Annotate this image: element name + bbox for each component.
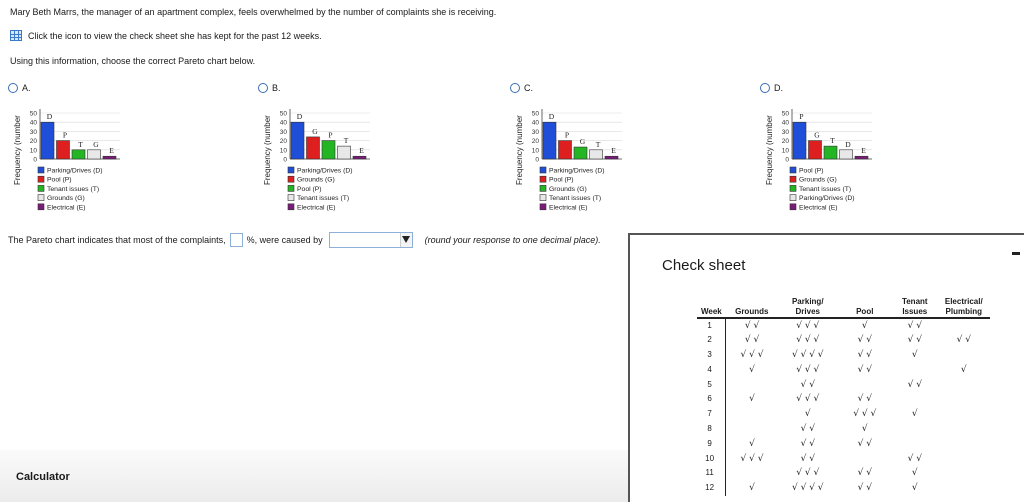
legend-entry: Electrical (E) [799, 204, 838, 212]
y-tick-label: 10 [279, 147, 287, 155]
minimize-icon[interactable] [1012, 252, 1020, 255]
calculator-button[interactable]: Calculator [16, 471, 70, 483]
cell-pool [838, 451, 892, 466]
legend-entry: Pool (P) [297, 185, 322, 193]
option-header[interactable] [258, 83, 281, 93]
header-electrical-l1: Electrical/ [944, 297, 983, 306]
legend-entry: Parking/Drives (D) [549, 167, 605, 175]
cell-electrical [938, 318, 990, 333]
legend-swatch [38, 195, 44, 201]
legend-swatch [790, 167, 796, 173]
y-tick-label: 20 [531, 138, 539, 146]
cell-grounds: √ [749, 483, 755, 494]
cell-pool: √ √ [857, 335, 872, 346]
legend-swatch [790, 195, 796, 201]
cell-pool: √ [861, 423, 868, 434]
header-tenant: Issues [892, 307, 938, 318]
legend-entry: Grounds (G) [549, 185, 587, 193]
cell-tenant: √ √ [907, 335, 922, 346]
check-sheet-popup [628, 233, 1024, 502]
y-tick-label: 30 [531, 128, 539, 136]
legend-swatch [288, 176, 294, 182]
legend-swatch [38, 204, 44, 210]
y-tick-label: 40 [781, 119, 789, 127]
bar-letter: D [845, 139, 851, 149]
cell-electrical [938, 348, 990, 363]
bar-letter: G [814, 130, 820, 140]
check-sheet-link-row[interactable] [10, 30, 322, 41]
bar-letter: G [579, 137, 586, 147]
header-parking: Drives [778, 307, 838, 318]
cell-tenant: √ [911, 468, 918, 479]
table-row [697, 377, 990, 392]
cell-week: 10 [697, 451, 726, 466]
y-tick-label: 50 [531, 110, 539, 118]
cell-electrical [938, 392, 990, 407]
header-week-l1 [697, 297, 726, 307]
bar [322, 141, 335, 159]
y-tick-label: 20 [781, 138, 789, 146]
y-tick-label: 40 [279, 119, 287, 127]
radio-button[interactable] [8, 83, 18, 93]
cell-pool: √ √ [857, 468, 872, 479]
header-electrical: Plumbing [938, 307, 990, 318]
y-tick-label: 50 [781, 110, 789, 118]
bar-letter: E [359, 146, 364, 156]
cell-parking: √ √ √ [796, 335, 820, 346]
cell-pool [838, 377, 892, 392]
legend-entry: Pool (P) [47, 176, 72, 184]
header-pool: Pool [838, 307, 892, 318]
option-label: B. [272, 83, 281, 93]
cell-tenant: √ √ [907, 320, 922, 331]
bar-letter: T [78, 139, 83, 149]
legend-entry: Grounds (G) [297, 176, 335, 184]
bar-letter: T [830, 136, 835, 146]
y-tick-label: 40 [29, 119, 37, 127]
cell-grounds [726, 422, 778, 437]
option-header[interactable] [8, 83, 31, 93]
cell-grounds: √ √ [744, 320, 760, 331]
y-tick-label: 10 [781, 147, 789, 155]
bar [57, 141, 70, 159]
cell-parking: √ √ √ √ [792, 349, 824, 360]
check-sheet-table [697, 297, 990, 496]
cell-pool: √ √ √ [853, 409, 877, 420]
legend-entry: Parking/Drives (D) [47, 167, 103, 175]
legend-swatch [540, 176, 546, 182]
cell-parking: √ √ √ √ [792, 483, 824, 494]
cell-pool: √ √ [857, 394, 872, 405]
table-row [697, 348, 990, 363]
legend-entry: Grounds (G) [799, 176, 837, 184]
cell-electrical [938, 481, 990, 496]
cell-grounds: √ [749, 394, 755, 405]
bar [559, 141, 572, 159]
cell-tenant [892, 436, 938, 451]
bar-letter: E [109, 146, 114, 156]
cell-tenant [892, 362, 938, 377]
cell-electrical: √ [960, 364, 967, 375]
bar [855, 156, 868, 159]
table-row [697, 481, 990, 496]
bar [353, 156, 366, 159]
dropdown-button[interactable] [400, 233, 412, 247]
legend-swatch [540, 195, 546, 201]
header-grounds: Grounds [726, 307, 778, 318]
bar [72, 150, 85, 159]
option-b[interactable] [258, 83, 498, 218]
answer-sentence [8, 232, 601, 248]
y-tick-label: 0 [283, 156, 287, 164]
cell-week: 5 [697, 377, 726, 392]
header-parking-l1: Parking/ [791, 297, 824, 306]
header-pool-l1 [838, 297, 892, 307]
y-tick-label: 20 [29, 138, 37, 146]
cell-parking: √ √ √ [796, 394, 820, 405]
cell-parking: √ √ √ [796, 320, 820, 331]
legend-swatch [790, 204, 796, 210]
y-axis-label: Frequency (number [13, 115, 22, 185]
bar-letter: D [46, 112, 53, 122]
bar [840, 150, 853, 159]
cell-grounds [726, 407, 778, 422]
option-a[interactable] [8, 83, 248, 218]
option-label: C. [524, 83, 533, 93]
bar [41, 122, 54, 159]
cell-pool: √ √ [857, 483, 872, 494]
option-c[interactable] [510, 83, 750, 218]
cell-grounds: √ √ √ [740, 453, 764, 464]
radio-button[interactable] [760, 83, 770, 93]
cell-pool: √ √ [857, 349, 872, 360]
cell-tenant: √ √ [907, 453, 922, 464]
cell-week: 3 [697, 348, 726, 363]
y-tick-label: 50 [279, 110, 287, 118]
cell-parking: √ √ [800, 423, 815, 434]
cell-tenant: √ [911, 409, 918, 420]
bar [291, 122, 304, 159]
cell-electrical [938, 407, 990, 422]
legend-swatch [540, 167, 546, 173]
legend-entry: Tenant issues (T) [799, 185, 852, 193]
table-row [697, 422, 990, 437]
header-tenant-l1: Tenant [901, 297, 928, 306]
table-row [697, 362, 990, 377]
header-week: Week [697, 307, 726, 318]
pareto-chart [762, 101, 877, 219]
cell-week: 7 [697, 407, 726, 422]
legend-entry: Electrical (E) [297, 204, 336, 212]
cell-pool: √ [861, 320, 868, 331]
cell-tenant [892, 392, 938, 407]
cell-parking: √ √ [800, 438, 815, 449]
table-row [697, 333, 990, 348]
legend-swatch [288, 167, 294, 173]
y-axis-label: Frequency (number [765, 115, 774, 185]
pareto-chart [10, 101, 125, 219]
legend-entry: Parking/Drives (D) [297, 167, 353, 175]
bar [574, 147, 587, 159]
legend-entry: Parking/Drives (D) [799, 195, 855, 203]
bar-letter: E [611, 146, 616, 156]
legend-swatch [288, 204, 294, 210]
legend-entry: Pool (P) [549, 176, 574, 184]
option-label: A. [22, 83, 31, 93]
y-tick-label: 10 [531, 147, 539, 155]
bar-letter: G [93, 139, 99, 149]
cell-electrical [938, 377, 990, 392]
legend-swatch [288, 185, 294, 191]
table-row [697, 392, 990, 407]
bar-letter: P [564, 130, 570, 140]
legend-swatch [790, 185, 796, 191]
bar [103, 156, 116, 159]
option-header[interactable] [760, 83, 783, 93]
table-row [697, 407, 990, 422]
bar-letter: T [595, 139, 601, 149]
bar [590, 150, 603, 159]
pareto-chart [512, 101, 627, 219]
header-grounds-l1 [726, 297, 778, 307]
cell-week: 11 [697, 466, 726, 481]
y-tick-label: 0 [33, 156, 37, 164]
bar-letter: D [548, 112, 555, 122]
instruction-text: Using this information, choose the correct Pareto chart below. [10, 56, 256, 66]
table-row [697, 451, 990, 466]
legend-swatch [288, 195, 294, 201]
cell-pool: √ √ [857, 364, 872, 375]
cell-parking: √ √ [800, 453, 815, 464]
cell-grounds: √ [749, 364, 755, 375]
cell-electrical [938, 451, 990, 466]
rounding-hint: (round your response to one decimal place). [424, 235, 601, 245]
table-row [697, 436, 990, 451]
legend-swatch [790, 176, 796, 182]
bar-letter: P [328, 130, 333, 140]
y-tick-label: 30 [279, 128, 287, 136]
bar [824, 146, 837, 159]
cell-electrical [938, 436, 990, 451]
cell-tenant [892, 422, 938, 437]
y-tick-label: 0 [535, 156, 539, 164]
table-icon[interactable] [10, 30, 22, 41]
cell-parking: √ √ √ [796, 468, 820, 479]
cell-parking: √ √ √ [796, 364, 820, 375]
cell-tenant: √ [911, 349, 918, 360]
cell-electrical [938, 466, 990, 481]
legend-swatch [540, 204, 546, 210]
legend-swatch [38, 167, 44, 173]
legend-entry: Grounds (G) [47, 195, 85, 203]
bar [307, 137, 320, 159]
y-axis-label: Frequency (number [263, 115, 272, 185]
bar [605, 156, 618, 159]
legend-entry: Electrical (E) [47, 204, 86, 212]
y-tick-label: 40 [531, 119, 539, 127]
percent-input[interactable] [230, 233, 243, 247]
bar [338, 146, 351, 159]
legend-swatch [540, 185, 546, 191]
cause-dropdown[interactable] [329, 232, 413, 248]
bar [793, 122, 806, 159]
legend-swatch [38, 176, 44, 182]
bar-letter: E [861, 146, 866, 156]
option-header[interactable] [510, 83, 533, 93]
cell-grounds: √ √ √ [740, 349, 764, 360]
y-tick-label: 30 [781, 128, 789, 136]
cell-grounds [726, 377, 778, 392]
y-axis-label: Frequency (number [515, 115, 524, 185]
legend-entry: Pool (P) [799, 167, 824, 175]
legend-swatch [38, 185, 44, 191]
bar [809, 141, 822, 159]
cell-grounds: √ √ [744, 335, 760, 346]
bar [543, 122, 556, 159]
table-row [697, 318, 990, 333]
cell-parking: √ √ [800, 379, 815, 390]
option-label: D. [774, 83, 783, 93]
chevron-down-icon [402, 236, 410, 243]
cell-electrical [938, 422, 990, 437]
bottom-toolbar [0, 450, 628, 502]
cell-week: 8 [697, 422, 726, 437]
cell-week: 1 [697, 318, 726, 333]
legend-entry: Tenant issues (T) [47, 185, 100, 193]
sentence-part2: %, were caused by [246, 235, 323, 245]
table-row [697, 466, 990, 481]
cell-week: 6 [697, 392, 726, 407]
pareto-chart [260, 101, 375, 219]
y-tick-label: 30 [29, 128, 37, 136]
bar-letter: P [62, 130, 68, 140]
sentence-part1: The Pareto chart indicates that most of the complaints, [8, 235, 226, 245]
radio-button[interactable] [258, 83, 268, 93]
legend-entry: Electrical (E) [549, 204, 588, 212]
option-d[interactable] [760, 83, 1000, 218]
cell-parking: √ [804, 409, 811, 420]
radio-button[interactable] [510, 83, 520, 93]
y-tick-label: 20 [279, 138, 287, 146]
cell-week: 9 [697, 436, 726, 451]
check-sheet-link-text: Click the icon to view the check sheet she has kept for the past 12 weeks. [28, 30, 322, 41]
bar-letter: D [296, 112, 303, 122]
cell-grounds: √ [749, 438, 755, 449]
y-tick-label: 0 [785, 156, 789, 164]
legend-entry: Tenant issues (T) [549, 195, 602, 203]
y-tick-label: 10 [29, 147, 37, 155]
bar-letter: T [343, 136, 349, 146]
cell-week: 12 [697, 481, 726, 496]
intro-text: Mary Beth Marrs, the manager of an apartment complex, feels overwhelmed by the number of complaints she is receiving. [10, 7, 497, 17]
cell-week: 2 [697, 333, 726, 348]
legend-entry: Tenant issues (T) [297, 195, 350, 203]
bar-letter: P [799, 112, 804, 122]
bar [88, 150, 101, 159]
y-tick-label: 50 [29, 110, 37, 118]
cell-grounds [726, 466, 778, 481]
cell-pool: √ √ [857, 438, 872, 449]
cell-tenant: √ √ [907, 379, 922, 390]
popup-title: Check sheet [662, 257, 746, 274]
bar-letter: G [312, 126, 318, 136]
cell-electrical: √ √ [956, 335, 971, 346]
cell-week: 4 [697, 362, 726, 377]
cell-tenant: √ [911, 483, 918, 494]
